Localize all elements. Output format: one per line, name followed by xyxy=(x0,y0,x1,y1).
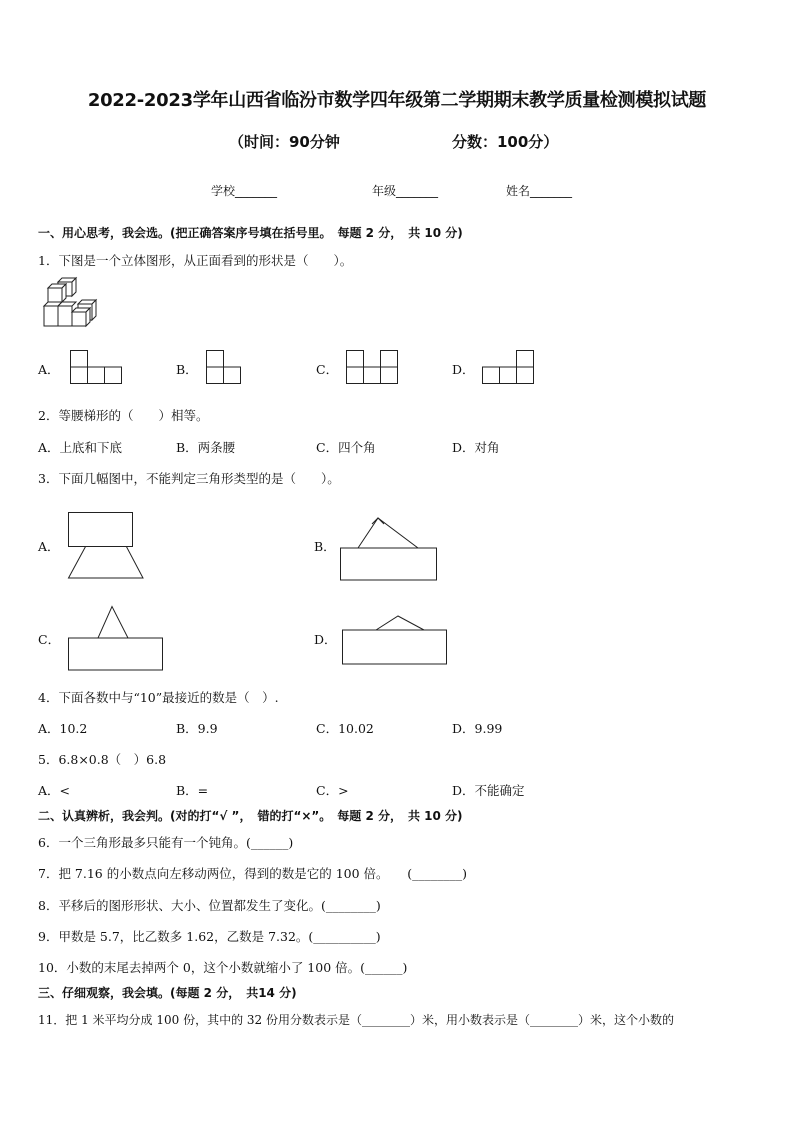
q1-option-c: C． xyxy=(316,362,339,377)
q1-option-c-figure xyxy=(346,350,398,386)
q5-option-d: D．不能确定 xyxy=(452,783,525,798)
q3-option-c: C． xyxy=(38,632,61,647)
q3-option-b-figure xyxy=(340,516,438,582)
q4-option-a: A．10.2 xyxy=(38,721,88,736)
question-9: 9．甲数是 5.7，比乙数多 1.62，乙数是 7.32。(__________) xyxy=(38,929,381,944)
question-1: 1．下图是一个立体图形，从正面看到的形状是（ ）。 xyxy=(38,253,353,268)
cube-stack-figure xyxy=(44,282,114,332)
q3-option-d: D． xyxy=(314,632,337,647)
q4-option-d: D．9.99 xyxy=(452,721,503,736)
q3-option-a-figure xyxy=(68,512,144,580)
section-3-heading: 三、仔细观察，我会填。(每题 2 分， 共14 分) xyxy=(38,986,297,1000)
question-5: 5．6.8×0.8（ ）6.8 xyxy=(38,752,167,767)
q3-option-a: A． xyxy=(38,539,60,554)
q5-option-a: A．< xyxy=(38,783,71,798)
q3-option-c-figure xyxy=(68,606,164,672)
q2-option-b: B．两条腰 xyxy=(176,440,236,455)
name-field: 姓名_______ xyxy=(506,184,573,198)
q2-option-c: C．四个角 xyxy=(316,440,376,455)
q5-option-b: B．= xyxy=(176,783,209,798)
question-2: 2．等腰梯形的（ ）相等。 xyxy=(38,408,209,423)
question-3: 3．下面几幅图中，不能判定三角形类型的是（ ）。 xyxy=(38,471,340,486)
section-2-heading: 二、认真辨析，我会判。(对的打“√ ”， 错的打“×”。 每题 2 分， 共 10 分) xyxy=(38,809,463,823)
q3-option-b: B． xyxy=(314,539,336,554)
question-8: 8．平移后的图形形状、大小、位置都发生了变化。(________) xyxy=(38,898,381,913)
q5-option-c: C．> xyxy=(316,783,349,798)
q1-option-d: D． xyxy=(452,362,475,377)
page-title: 2022-2023学年山西省临汾市数学四年级第二学期期末教学质量检测模拟试题 xyxy=(87,90,707,111)
q4-option-c: C．10.02 xyxy=(316,721,374,736)
question-4: 4．下面各数中与“10”最接近的数是（ ）. xyxy=(38,690,279,705)
section-1-heading: 一、用心思考，我会选。(把正确答案序号填在括号里。 每题 2 分， 共 10 分) xyxy=(38,226,463,240)
grade-field: 年级_______ xyxy=(372,184,439,198)
q2-option-a: A．上底和下底 xyxy=(38,440,123,455)
school-field: 学校_______ xyxy=(211,184,278,198)
q1-option-b: B． xyxy=(176,362,198,377)
q1-option-a-figure xyxy=(70,350,122,386)
question-11: 11．把 1 米平均分成 100 份，其中的 32 份用分数表示是（________）米，用小数表示是（________）米，这个小数的 xyxy=(38,1013,674,1027)
q4-option-b: B．9.9 xyxy=(176,721,218,736)
q1-option-b-figure xyxy=(206,350,242,386)
question-6: 6．一个三角形最多只能有一个钝角。(______) xyxy=(38,835,294,850)
q1-option-d-figure xyxy=(482,350,534,386)
q1-option-a: A． xyxy=(38,362,60,377)
exam-score: 分数：100分） xyxy=(452,133,559,151)
exam-time: （时间：90分钟 xyxy=(229,133,340,151)
q2-option-d: D．对角 xyxy=(452,440,500,455)
q3-option-d-figure xyxy=(342,614,448,666)
question-7: 7．把 7.16 的小数点向左移动两位，得到的数是它的 100 倍。 (________) xyxy=(38,866,468,881)
question-10: 10．小数的末尾去掉两个 0，这个小数就缩小了 100 倍。(______) xyxy=(38,960,408,975)
